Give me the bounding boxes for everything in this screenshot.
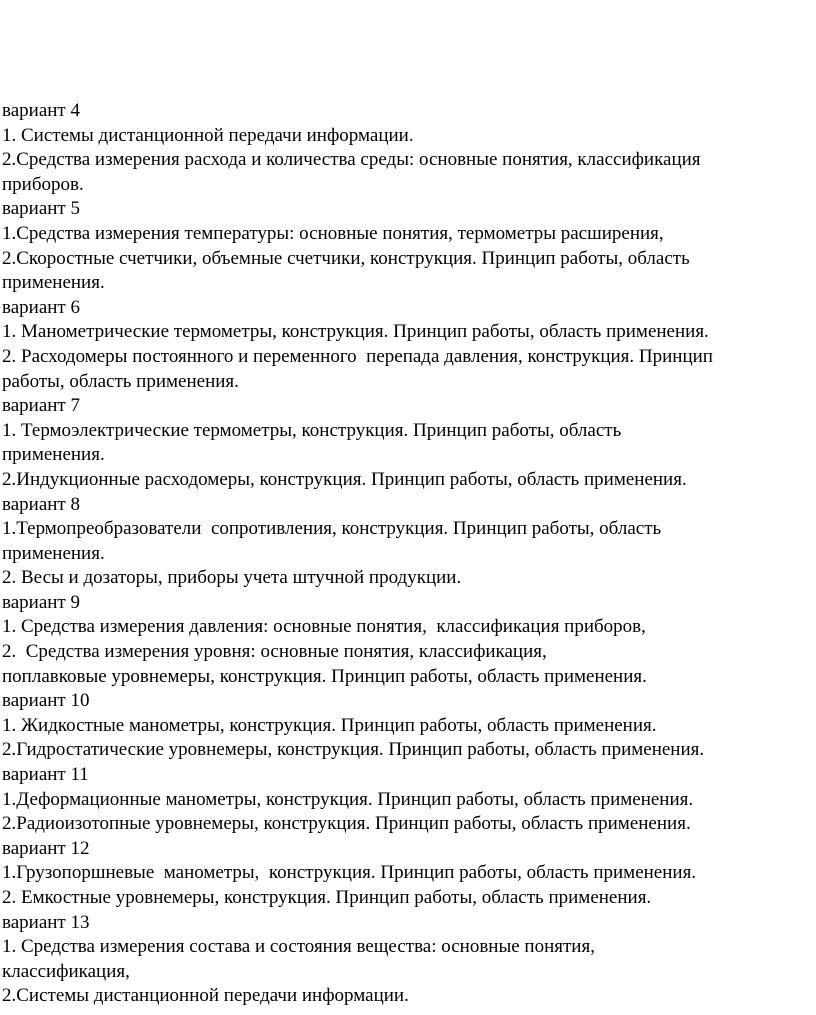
- variant-heading: вариант 10: [2, 690, 90, 712]
- question-line: поплавковые уровнемеры, конструкция. Принцип работы, область применения.: [2, 665, 647, 687]
- variant-heading: вариант 4: [2, 100, 80, 121]
- question-line: 2.Средства измерения расхода и количества среды: основные понятия, классификация: [2, 149, 701, 171]
- question-line: 1. Манометрические термометры, конструкция. Принцип работы, область применения.: [2, 321, 709, 343]
- question-line: 1. Системы дистанционной передачи информации.: [2, 124, 414, 146]
- question-line: 1. Средства измерения состава и состояния вещества: основные понятия,: [2, 936, 595, 958]
- question-line: 2. Средства измерения уровня: основные понятия, классификация,: [2, 641, 547, 663]
- document-page: [2, 99, 814, 1009]
- question-line: 2.Системы дистанционной передачи информации.: [2, 985, 409, 1007]
- variant-heading: вариант 13: [2, 911, 90, 933]
- question-line: приборов.: [2, 173, 84, 195]
- question-line: 2.Скоростные счетчики, объемные счетчики, конструкция. Принцип работы, область: [2, 247, 690, 269]
- question-line: 2. Емкостные уровнемеры, конструкция. Принцип работы, область применения.: [2, 887, 652, 908]
- question-line: 2.Индукционные расходомеры, конструкция. Принцип работы, область применения.: [2, 468, 687, 490]
- variant-heading: вариант 5: [2, 198, 80, 220]
- question-line: применения.: [2, 272, 105, 294]
- question-line: 1.Деформационные манометры, конструкция. Принцип работы, область применения.: [2, 788, 694, 810]
- question-line: применения.: [2, 542, 105, 564]
- question-line: 1.Термопреобразователи сопротивления, конструкция. Принцип работы, область: [2, 518, 662, 540]
- variant-heading: вариант 6: [2, 296, 80, 318]
- variant-heading: вариант 7: [2, 395, 80, 417]
- variant-heading: вариант 8: [2, 493, 80, 515]
- question-line: 2. Весы и дозаторы, приборы учета штучной продукции.: [2, 567, 462, 589]
- question-line: 1. Термоэлектрические термометры, конструкция. Принцип работы, область: [2, 419, 622, 441]
- question-line: 1. Жидкостные манометры, конструкция. Принцип работы, область применения.: [2, 714, 657, 736]
- question-line: применения.: [2, 444, 105, 466]
- question-line: 1.Средства измерения температуры: основные понятия, термометры расширения,: [2, 222, 664, 244]
- question-line: 2.Гидростатические уровнемеры, конструкция. Принцип работы, область применения.: [2, 739, 705, 761]
- question-line: 2. Расходомеры постоянного и переменного перепада давления, конструкция. Принцип: [2, 345, 713, 367]
- variant-heading: вариант 11: [2, 764, 89, 786]
- question-line: 1. Средства измерения давления: основные понятия, классификация приборов,: [2, 616, 646, 638]
- question-line: классификация,: [2, 960, 130, 982]
- variant-heading: вариант 9: [2, 591, 80, 613]
- variant-heading: вариант 12: [2, 837, 90, 859]
- question-line: 1.Грузопоршневые манометры, конструкция. Принцип работы, область применения.: [2, 862, 697, 884]
- question-line: работы, область применения.: [2, 370, 239, 392]
- question-line: 2.Радиоизотопные уровнемеры, конструкция. Принцип работы, область применения.: [2, 813, 691, 835]
